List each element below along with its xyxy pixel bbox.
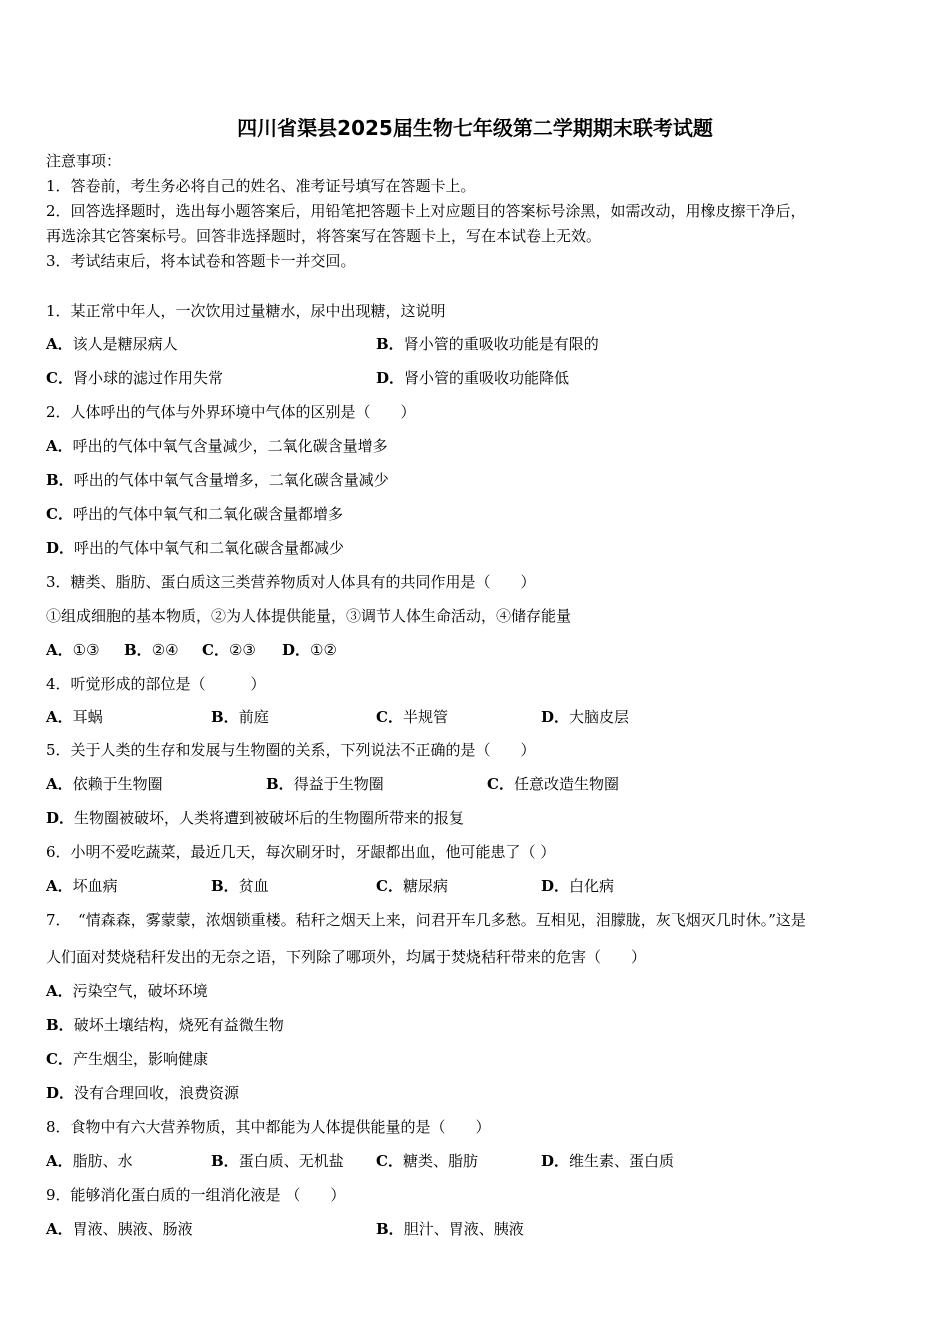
q8-option-d bbox=[541, 1151, 674, 1171]
option-text: 蛋白质、无机盐 bbox=[238, 1152, 344, 1170]
option-letter: A． bbox=[46, 1220, 73, 1238]
option-text: 呼出的气体中氧气含量减少，二氧化碳含量增多 bbox=[72, 437, 388, 455]
q7-option-d bbox=[46, 1083, 239, 1103]
option-letter: B． bbox=[376, 335, 404, 353]
q2-option-b bbox=[46, 470, 389, 490]
q4-option-c bbox=[376, 707, 448, 727]
option-text: 该人是糖尿病人 bbox=[72, 335, 178, 353]
question-3-statements: ①组成细胞的基本物质，②为人体提供能量，③调节人体生命活动，④储存能量 bbox=[46, 607, 572, 625]
question-6-stem: 6．小明不爱吃蔬菜，最近几天，每次刷牙时，牙龈都出血，他可能患了（ ） bbox=[46, 843, 556, 861]
notice-heading: 注意事项： bbox=[46, 152, 122, 170]
option-text: 前庭 bbox=[238, 708, 269, 726]
q5-option-a bbox=[46, 774, 163, 794]
option-letter: D． bbox=[376, 369, 405, 387]
q8-option-b bbox=[211, 1151, 344, 1171]
question-4-stem: 4．听觉形成的部位是（ ） bbox=[46, 675, 266, 693]
option-letter: C． bbox=[202, 641, 229, 659]
q4-option-a bbox=[46, 707, 103, 727]
option-text: 呼出的气体中氧气和二氧化碳含量都增多 bbox=[72, 505, 343, 523]
option-text: 呼出的气体中氧气和二氧化碳含量都减少 bbox=[74, 539, 345, 557]
option-letter: D． bbox=[541, 1152, 570, 1170]
option-letter: A． bbox=[46, 708, 73, 726]
q6-option-a bbox=[46, 876, 118, 896]
option-letter: A． bbox=[46, 641, 73, 659]
option-letter: B． bbox=[376, 1220, 404, 1238]
option-letter: D． bbox=[541, 877, 570, 895]
question-1-stem: 1．某正常中年人，一次饮用过量糖水，尿中出现糖，这说明 bbox=[46, 302, 446, 320]
option-text: ②④ bbox=[151, 641, 179, 659]
q9-option-a bbox=[46, 1219, 193, 1239]
option-letter: C． bbox=[376, 1152, 403, 1170]
notice-item-2-cont: 再选涂其它答案标号。回答非选择题时，将答案写在答题卡上，写在本试卷上无效。 bbox=[46, 227, 602, 245]
q1-option-a bbox=[46, 334, 178, 354]
option-letter: D． bbox=[541, 708, 570, 726]
option-text: 大脑皮层 bbox=[569, 708, 630, 726]
q7-option-a bbox=[46, 981, 208, 1001]
option-letter: C． bbox=[376, 877, 403, 895]
option-letter: A． bbox=[46, 1152, 73, 1170]
q1-option-d bbox=[376, 368, 569, 388]
option-text: 呼出的气体中氧气含量增多，二氧化碳含量减少 bbox=[73, 471, 389, 489]
notice-item-2: 2．回答选择题时，选出每小题答案后，用铅笔把答题卡上对应题目的答案标号涂黑，如需改动，用橡皮擦干净后， bbox=[46, 202, 806, 220]
q8-option-a bbox=[46, 1151, 133, 1171]
option-text: 产生烟尘，影响健康 bbox=[72, 1050, 208, 1068]
option-letter: B． bbox=[211, 877, 239, 895]
option-text: 肾小管的重吸收功能降低 bbox=[404, 369, 570, 387]
option-text: 肾小球的滤过作用失常 bbox=[72, 369, 223, 387]
q1-option-b bbox=[376, 334, 599, 354]
option-text: 依赖于生物圈 bbox=[72, 775, 163, 793]
option-text: 胆汁、胃液、胰液 bbox=[403, 1220, 524, 1238]
question-5-stem: 5．关于人类的生存和发展与生物圈的关系，下列说法不正确的是（ ） bbox=[46, 741, 536, 759]
q6-option-b bbox=[211, 876, 269, 896]
option-text: 肾小管的重吸收功能是有限的 bbox=[403, 335, 599, 353]
question-7-stem: 7． “情森森，雾蒙蒙，浓烟锁重楼。秸秆之烟天上来，问君开车几多愁。互相见，泪朦胧，灰飞烟灭几时休。”这是 bbox=[46, 911, 806, 929]
option-text: 糖类、脂肪 bbox=[402, 1152, 478, 1170]
q8-option-c bbox=[376, 1151, 478, 1171]
option-text: ②③ bbox=[228, 641, 256, 659]
notice-item-1: 1．答卷前，考生务必将自己的姓名、准考证号填写在答题卡上。 bbox=[46, 177, 476, 195]
option-text: 坏血病 bbox=[72, 877, 118, 895]
option-letter: D． bbox=[46, 809, 75, 827]
option-letter: C． bbox=[376, 708, 403, 726]
option-letter: D． bbox=[282, 641, 311, 659]
q6-option-d bbox=[541, 876, 614, 896]
question-8-stem: 8．食物中有六大营养物质，其中都能为人体提供能量的是（ ） bbox=[46, 1118, 491, 1136]
option-letter: A． bbox=[46, 335, 73, 353]
option-text: ①③ bbox=[72, 641, 100, 659]
q4-option-d bbox=[541, 707, 629, 727]
option-letter: C． bbox=[46, 1050, 73, 1068]
notice-item-3: 3．考试结束后，将本试卷和答题卡一并交回。 bbox=[46, 252, 356, 270]
option-text: 白化病 bbox=[569, 877, 615, 895]
option-letter: B． bbox=[124, 641, 152, 659]
option-text: 脂肪、水 bbox=[72, 1152, 133, 1170]
q6-option-c bbox=[376, 876, 448, 896]
option-letter: D． bbox=[46, 539, 75, 557]
q7-option-b bbox=[46, 1015, 284, 1035]
option-text: 半规管 bbox=[402, 708, 448, 726]
option-letter: B． bbox=[266, 775, 294, 793]
option-text: 贫血 bbox=[238, 877, 269, 895]
page-title: 四川省渠县2025届生物七年级第二学期期末联考试题 bbox=[237, 116, 713, 140]
q3-option-a bbox=[46, 640, 100, 660]
q5-option-d bbox=[46, 808, 464, 828]
option-letter: A． bbox=[46, 982, 73, 1000]
option-letter: A． bbox=[46, 877, 73, 895]
q2-option-d bbox=[46, 538, 344, 558]
option-text: ①② bbox=[310, 641, 337, 659]
option-letter: C． bbox=[46, 369, 73, 387]
q2-option-c bbox=[46, 504, 343, 524]
question-2-stem: 2．人体呼出的气体与外界环境中气体的区别是（ ） bbox=[46, 403, 416, 421]
option-letter: D． bbox=[46, 1084, 75, 1102]
option-letter: B． bbox=[211, 708, 239, 726]
question-9-stem: 9．能够消化蛋白质的一组消化液是 （ ） bbox=[46, 1186, 346, 1204]
question-7-stem-cont: 人们面对焚烧秸秆发出的无奈之语，下列除了哪项外，均属于焚烧秸秆带来的危害（ ） bbox=[46, 948, 647, 966]
q5-option-c bbox=[487, 774, 619, 794]
option-letter: A． bbox=[46, 775, 73, 793]
option-letter: C． bbox=[46, 505, 73, 523]
option-letter: A． bbox=[46, 437, 73, 455]
option-text: 没有合理回收，浪费资源 bbox=[74, 1084, 240, 1102]
q3-option-c bbox=[202, 640, 256, 660]
q1-option-c bbox=[46, 368, 223, 388]
option-letter: C． bbox=[487, 775, 514, 793]
q4-option-b bbox=[211, 707, 269, 727]
option-text: 污染空气，破坏环境 bbox=[72, 982, 208, 1000]
q3-option-b bbox=[124, 640, 179, 660]
q5-option-b bbox=[266, 774, 384, 794]
question-3-stem: 3．糖类、脂肪、蛋白质这三类营养物质对人体具有的共同作用是（ ） bbox=[46, 573, 536, 591]
option-text: 耳蜗 bbox=[72, 708, 103, 726]
option-text: 糖尿病 bbox=[402, 877, 448, 895]
q9-option-b bbox=[376, 1219, 524, 1239]
option-text: 胃液、胰液、肠液 bbox=[72, 1220, 193, 1238]
option-letter: B． bbox=[46, 1016, 74, 1034]
q2-option-a bbox=[46, 436, 388, 456]
q3-option-d bbox=[282, 640, 337, 660]
q7-option-c bbox=[46, 1049, 208, 1069]
option-text: 破坏土壤结构，烧死有益微生物 bbox=[73, 1016, 284, 1034]
option-text: 任意改造生物圈 bbox=[513, 775, 619, 793]
option-text: 维生素、蛋白质 bbox=[569, 1152, 675, 1170]
option-text: 生物圈被破坏，人类将遭到被破坏后的生物圈所带来的报复 bbox=[74, 809, 465, 827]
option-letter: B． bbox=[46, 471, 74, 489]
option-text: 得益于生物圈 bbox=[293, 775, 384, 793]
option-letter: B． bbox=[211, 1152, 239, 1170]
